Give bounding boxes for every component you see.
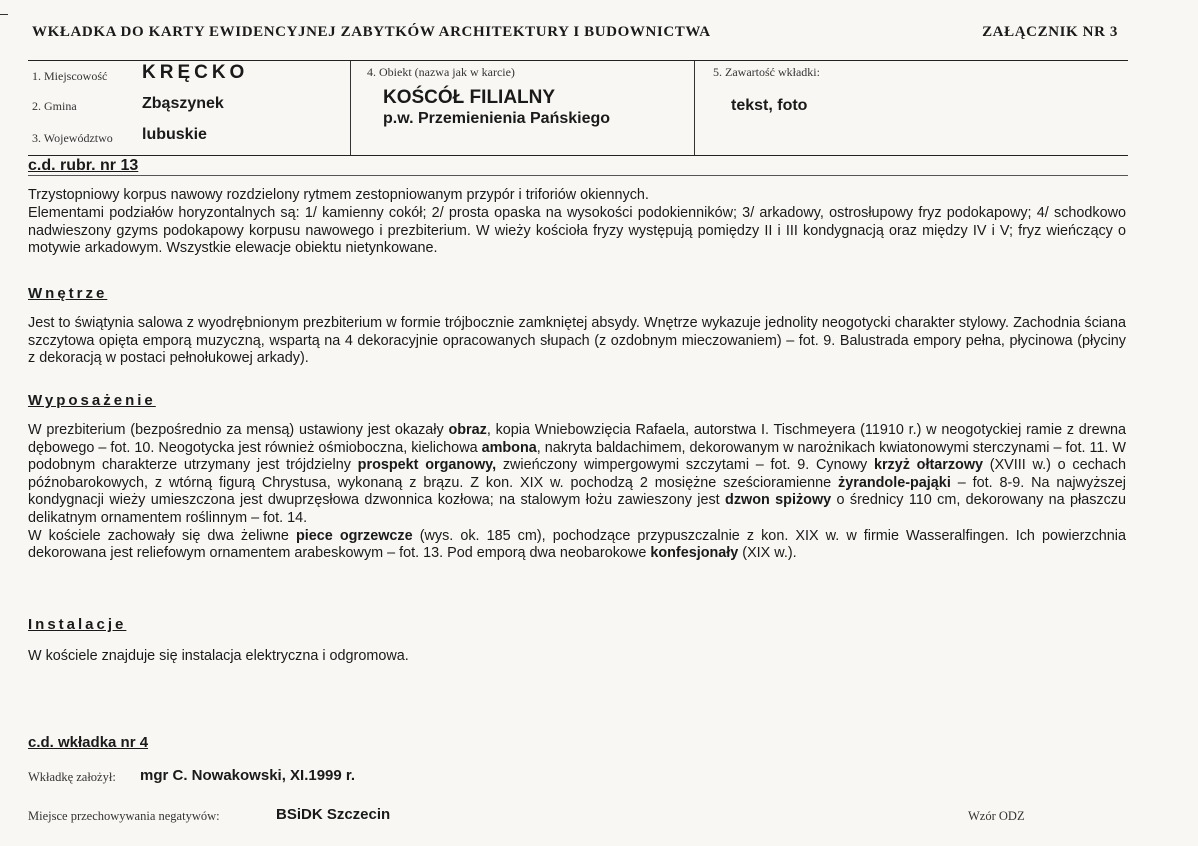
- wnetrze-text: Jest to świątynia salowa z wyodrębnionym prezbiterium w formie trójbocznie zamkniętej absydy. Wnętrze wykazuje jednolity neogotycki charakter stylowy. Zachodnia ściana szczytowa opięta emporą muzyczną, wspartą na 4 dekoracyjnie opracowanych słupach (z ozdobnym mieczowaniem) – fot. 9. Balustrada empory pełna, płycinowa (płyciny z dekoracją w postaci pełnołukowej arkady).: [28, 315, 1126, 367]
- object-column: [351, 61, 695, 155]
- rubr-heading: c.d. rubr. nr 13: [28, 157, 139, 174]
- wojewodztwo-label: 3. Województwo: [32, 131, 113, 145]
- obiekt-subvalue: p.w. Przemienienia Pańskiego: [383, 110, 611, 127]
- keyword-konfesjonaly: konfesjonały: [650, 545, 739, 562]
- author-value: mgr C. Nowakowski, XI.1999 r.: [140, 767, 356, 784]
- storage-label: Miejsce przechowywania negatywów:: [28, 809, 220, 823]
- wyposazenie-text: W prezbiterium (bezpośrednio za mensą) ustawiony jest okazały obraz, kopia Wniebowzięcia Rafaela, autorstwa I. Tischmeyera (11910 r.) w neogotyckiej ramie z drewna dębowego – fot. 10. Neogotycka jest również ośmioboczna, kielichowa ambona, nakryta baldachimem, dekorowanym w narożnikach kwiatonowymi sterczynami – fot. 11. W podobnym charakterze utrzymany jest trójdzielny prospekt organowy, zwieńczony wimpergowymi szczytami – fot. 9. Cynowy krzyż ołtarzowy (XVIII w.) o cechach późnobarokowych, z wtórną figurą Chrystusa, wykonaną z brązu. Z kon. XIX w. pochodzą 2 mosiężne sześcioramienne żyrandole-pająki – fot. 8-9. Na najwyższej kondygnacji wieży umieszczona jest dwuprzęsłowa dzwonnica kozłowa; na stalowym łożu zawieszony jest dzwon spiżowy o średnicy 110 cm, dekorowany na płaszczu delikatnym ornamentem roślinnym – fot. 14. W kościele zachowały się dwa żeliwne piece ogrzewcze (wys. ok. 185 cm), pochodzące przypuszczalnie z kon. XIX w. w firmie Wasseralfingen. Ich powierzchnia dekorowana jest reliefowym ornamentem arabeskowym – fot. 13. Pod emporą dwa neobarokowe konfesjonały (XIX w.).: [28, 422, 1126, 562]
- keyword-zyrandole: żyrandole-pająki: [838, 474, 951, 491]
- contents-column: [695, 61, 1128, 155]
- continuation-note: c.d. wkładka nr 4: [28, 734, 149, 751]
- form-template: Wzór ODZ: [968, 809, 1025, 823]
- storage-value: BSiDK Szczecin: [276, 806, 391, 823]
- record-header-box: [28, 60, 1128, 156]
- gmina-label: 2. Gmina: [32, 99, 77, 113]
- intro-paragraph-2: Elementami podziałów horyzontalnych są: 1/ kamienny cokół; 2/ prosta opaska na wysokości podokienników; 3/ arkadowy, ostrosłupowy fryz podokapowy; 4/ schodkowo nadwieszony gzyms podokapowy korpusu nawowego i prezbiterium. W wieży kościoła fryzy występują pomiędzy II i III kondygnacją oraz między IV i V; fryz wieńczący o motywie arkadowym. Wszystkie elewacje obiektu nietynkowane.: [28, 205, 1126, 257]
- keyword-ambona: ambona: [481, 439, 537, 456]
- instalacje-heading: Instalacje: [28, 616, 127, 633]
- annex-number: ZAŁĄCZNIK NR 3: [982, 24, 1118, 40]
- instalacje-text: W kościele znajduje się instalacja elektryczna i odgromowa.: [28, 648, 409, 664]
- keyword-prospekt: prospekt organowy,: [357, 457, 497, 474]
- rubr-divider: [28, 175, 1128, 176]
- miejscowosc-value: KRĘCKO: [142, 62, 249, 83]
- intro-paragraph-1: Trzystopniowy korpus nawowy rozdzielony rytmem zestopniowanym przypór i triforiów okiennych.: [28, 187, 649, 203]
- obiekt-value: KOŚCÓŁ FILIALNY: [383, 87, 556, 108]
- keyword-dzwon: dzwon spiżowy: [725, 492, 832, 509]
- gmina-value: Zbąszynek: [142, 95, 224, 112]
- keyword-krzyz: krzyż ołtarzowy: [873, 457, 984, 474]
- miejscowosc-label: 1. Miejscowość: [32, 69, 108, 83]
- document-title: WKŁADKA DO KARTY EWIDENCYJNEJ ZABYTKÓW ARCHITEKTURY I BUDOWNICTWA: [32, 24, 711, 40]
- obiekt-label: 4. Obiekt (nazwa jak w karcie): [367, 65, 515, 79]
- wnetrze-heading: Wnętrze: [28, 285, 108, 302]
- wojewodztwo-value: lubuskie: [142, 126, 207, 143]
- zawartosc-label: 5. Zawartość wkładki:: [713, 65, 820, 79]
- scan-edge-mark: [0, 14, 8, 15]
- keyword-piece: piece ogrzewcze: [295, 527, 413, 544]
- author-label: Wkładkę założył:: [28, 770, 116, 784]
- wyposazenie-heading: Wyposażenie: [28, 392, 156, 409]
- keyword-obraz: obraz: [448, 422, 487, 438]
- zawartosc-value: tekst, foto: [731, 97, 808, 114]
- location-column: [28, 61, 351, 155]
